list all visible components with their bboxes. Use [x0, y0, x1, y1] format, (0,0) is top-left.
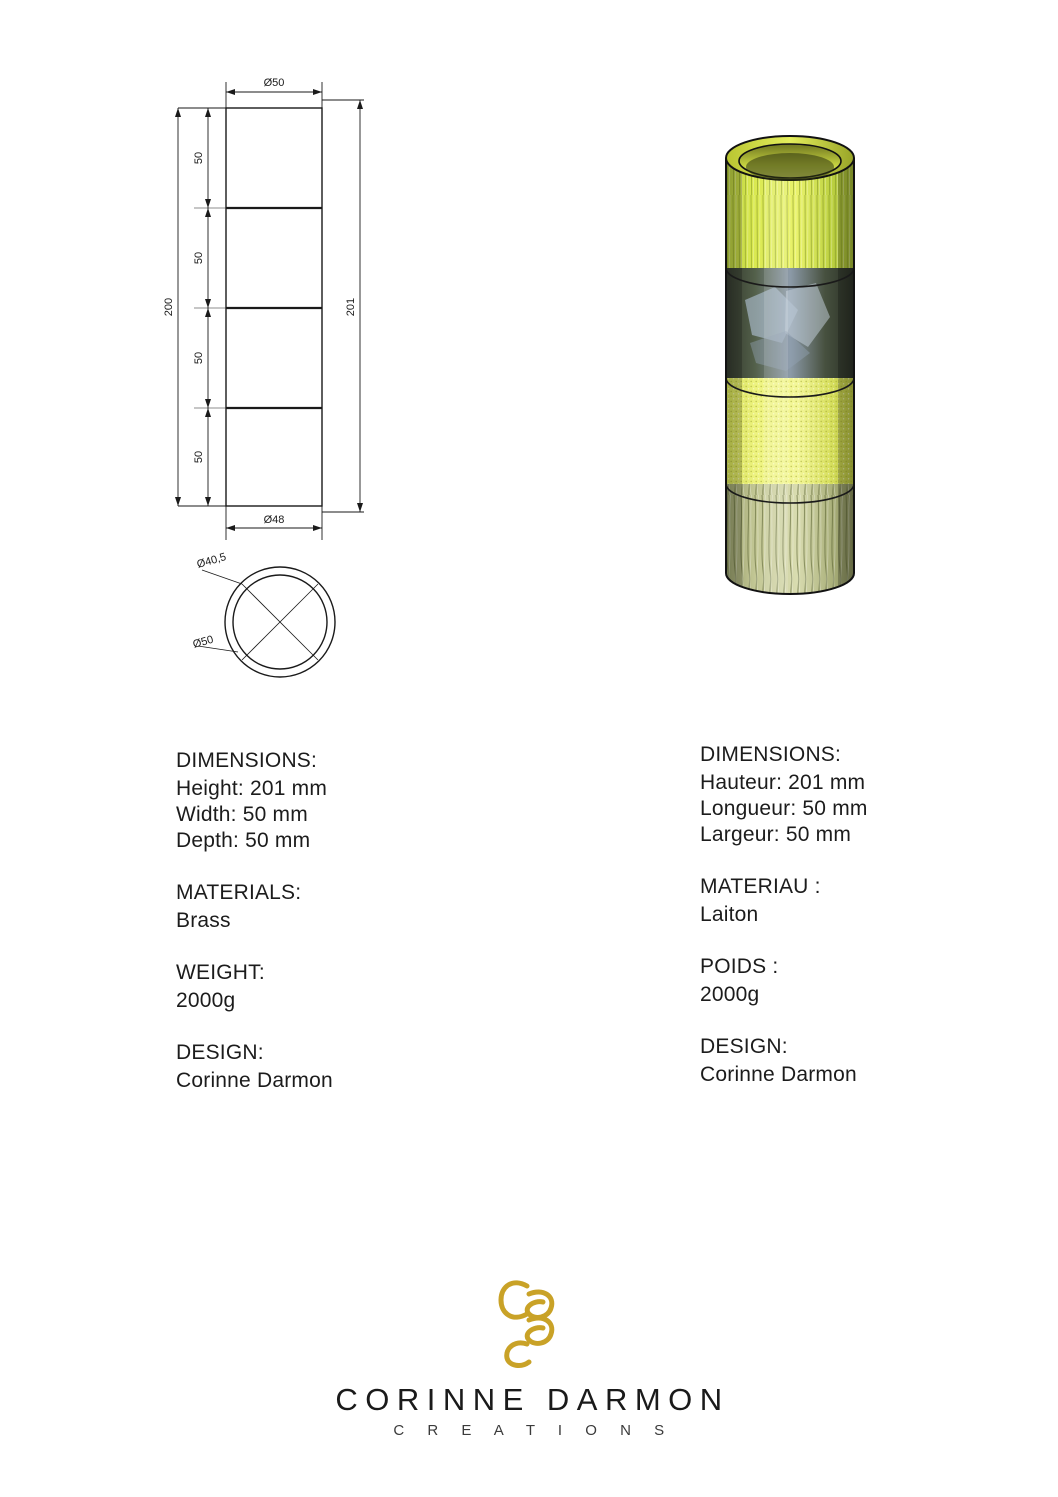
dim-segment-1: 50 [193, 151, 205, 165]
spec-group-weight [176, 960, 476, 1014]
spec-value-designer: Corinne Darmon [176, 1069, 333, 1093]
spec-heading-dimensions: DIMENSIONS: [176, 749, 318, 772]
spec-heading-design-fr: DESIGN: [700, 1035, 788, 1059]
dim-segment-2: 50 [193, 251, 205, 265]
dim-bottom-diameter: Ø48 [263, 514, 285, 526]
brand-name: CORINNE DARMON [335, 1382, 730, 1417]
specs-french [700, 742, 1020, 1088]
dim-segment-4: 50 [193, 450, 205, 464]
spec-value-largeur: Largeur: 50 mm [700, 823, 852, 847]
spec-value-hauteur: Hauteur: 201 mm [700, 771, 866, 795]
spec-group-design-fr [700, 1034, 1020, 1088]
spec-value-designer-fr: Corinne Darmon [700, 1063, 857, 1087]
spec-group-dimensions [176, 748, 476, 854]
vase-body [720, 150, 860, 600]
product-render [690, 95, 890, 655]
product-render-svg [690, 95, 890, 655]
dim-top-view-inner: Ø50 [191, 633, 215, 651]
spec-value-weight: 2000g [176, 989, 236, 1013]
spec-value-poids: 2000g [700, 983, 760, 1007]
specs-english [176, 748, 476, 1094]
spec-group-design [176, 1040, 476, 1094]
dim-right-total-height: 201 [345, 297, 357, 317]
spec-heading-weight: WEIGHT: [176, 961, 265, 985]
spec-heading-materiau: MATERIAU : [700, 875, 821, 899]
technical-drawing-svg [150, 60, 570, 680]
spec-value-width: Width: 50 mm [176, 803, 308, 827]
spec-heading-dimensions-fr: DIMENSIONS: [700, 743, 842, 766]
dim-segment-3: 50 [193, 351, 205, 365]
spec-group-materials-fr [700, 874, 1020, 928]
spec-group-dimensions-fr [700, 742, 1020, 848]
technical-drawing [150, 60, 570, 680]
spec-value-longueur: Longueur: 50 mm [700, 797, 868, 821]
footer [0, 1268, 1058, 1439]
spec-value-materiau: Laiton [700, 903, 759, 927]
brand-tagline: C R E A T I O N S [393, 1422, 674, 1439]
dim-top-view-outer: Ø40,5 [195, 551, 228, 571]
spec-heading-design: DESIGN: [176, 1041, 264, 1065]
spec-heading-poids: POIDS : [700, 955, 779, 979]
spec-value-height: Height: 201 mm [176, 777, 328, 801]
spec-group-weight-fr [700, 954, 1020, 1008]
spec-group-materials [176, 880, 476, 934]
spec-value-material: Brass [176, 909, 231, 933]
brand-monogram-icon [493, 1268, 565, 1372]
spec-heading-materials: MATERIALS: [176, 881, 302, 905]
dim-left-total-height: 200 [163, 297, 175, 317]
spec-value-depth: Depth: 50 mm [176, 829, 311, 853]
dim-top-diameter: Ø50 [263, 77, 285, 89]
